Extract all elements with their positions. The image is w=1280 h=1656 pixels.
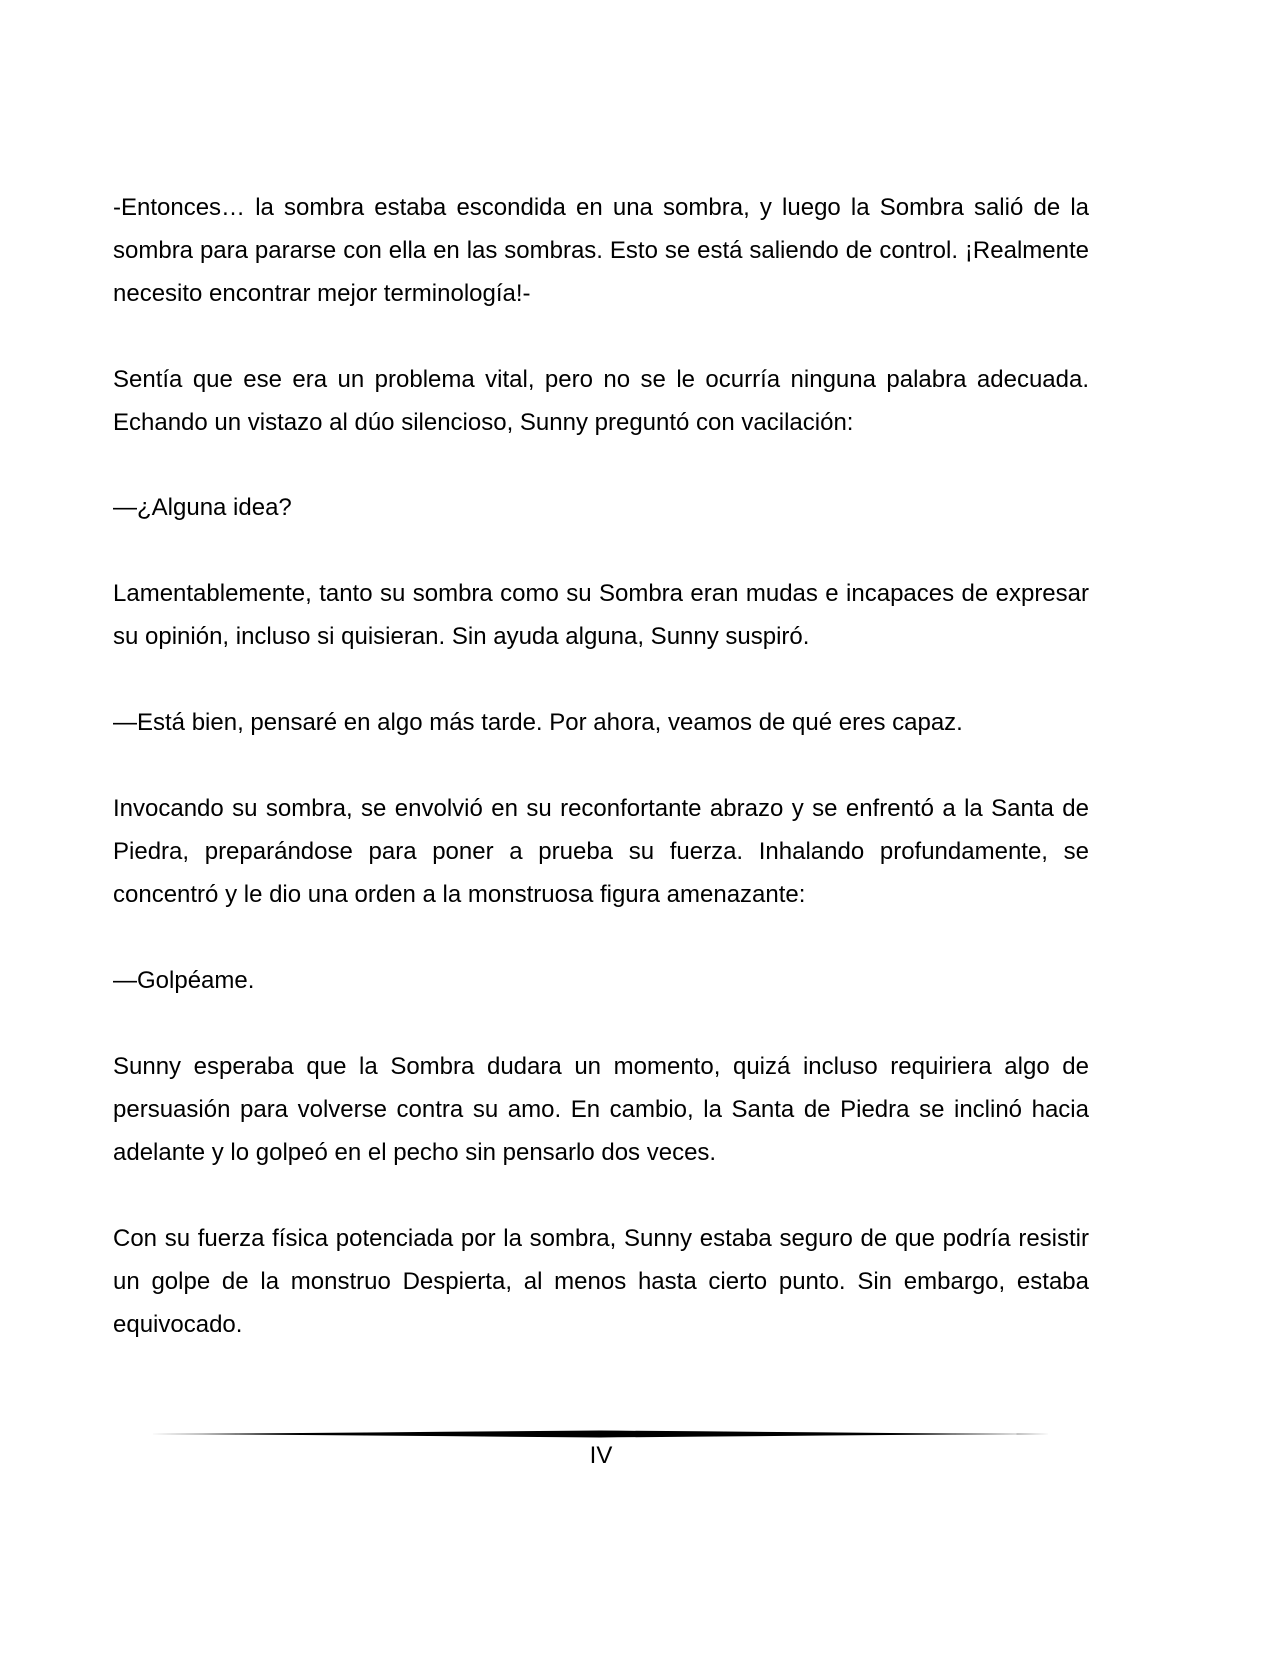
paragraph-vital-problem: Sentía que ese era un problema vital, pero no se le ocurría ninguna palabra adecuada. Echando un vistazo al dúo silencioso, Sunny preguntó con vacilación: xyxy=(113,366,1089,436)
page-number: IV xyxy=(589,1442,613,1469)
paragraph-mistaken: Con su fuerza física potenciada por la sombra, Sunny estaba seguro de que podría resistir un golpe de la monstruo Despierta, al menos hasta cierto punto. Sin embargo, estaba equivocado. xyxy=(113,1225,1089,1338)
paragraph-invoking-shadow: Invocando su sombra, se envolvió en su reconfortante abrazo y se enfrentó a la Santa de Piedra, preparándose para poner a prueba su fuerza. Inhalando profundamente, se concentró y le dio una orden a la monstruosa figura amenazante: xyxy=(113,795,1089,908)
dialogue-hit-me: —Golpéame. xyxy=(113,967,255,994)
dialogue-any-idea: —¿Alguna idea? xyxy=(113,494,292,521)
footer-divider-rule xyxy=(150,1428,1050,1440)
paragraph-thought: -Entonces… la sombra estaba escondida en una sombra, y luego la Sombra salió de la sombra para pararse con ella en las sombras. Esto se está saliendo de control. ¡Realmente necesito encontrar mejor terminología!- xyxy=(113,194,1089,307)
paragraph-stone-saint-strikes: Sunny esperaba que la Sombra dudara un momento, quizá incluso requiriera algo de persuasión para volverse contra su amo. En cambio, la Santa de Piedra se inclinó hacia adelante y lo golpeó en el pecho sin pensarlo dos veces. xyxy=(113,1053,1089,1166)
dialogue-think-later: —Está bien, pensaré en algo más tarde. Por ahora, veamos de qué eres capaz. xyxy=(113,709,963,736)
paragraph-mute-shadows: Lamentablemente, tanto su sombra como su Sombra eran mudas e incapaces de expresar su opinión, incluso si quisieran. Sin ayuda alguna, Sunny suspiró. xyxy=(113,580,1089,650)
